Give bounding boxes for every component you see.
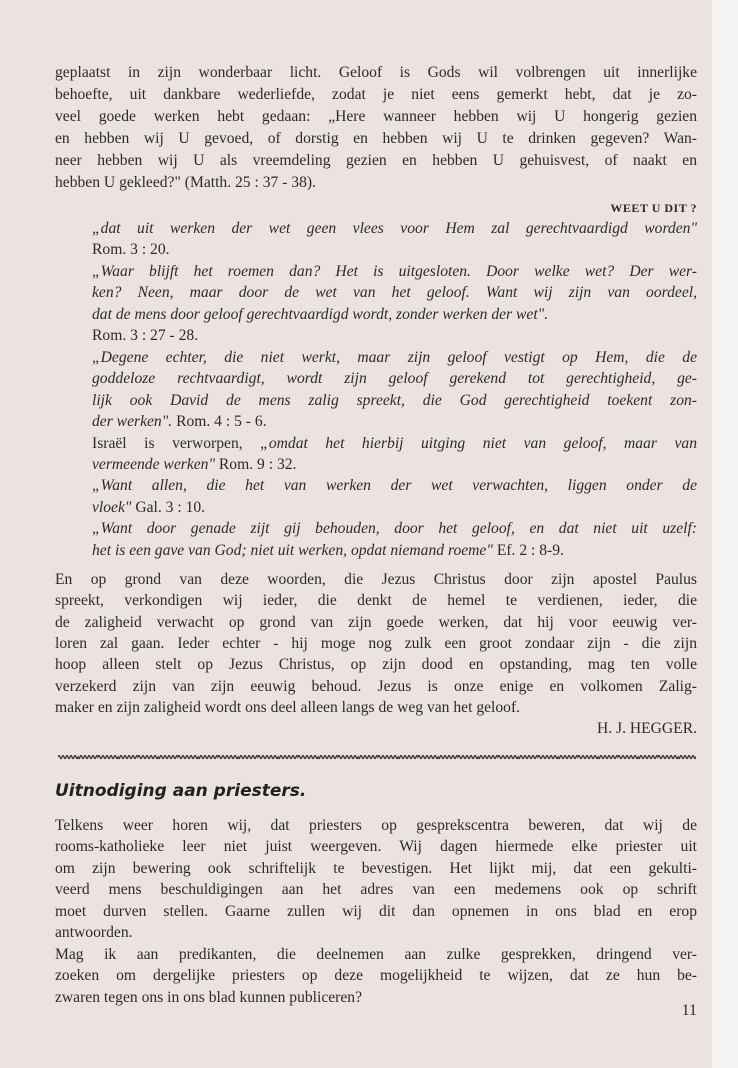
quote-text: ken? Neen, maar door de wet van het geloof. Want wij zijn van oordeel, <box>92 284 697 302</box>
text-line: loren zal gaan. Ieder echter - hij moge nog zulk een groot zondaar zijn - die zijn <box>55 634 697 652</box>
text-line <box>92 519 697 539</box>
article-title: Uitnodiging aan priesters. <box>55 781 307 801</box>
quote-text: het is een gave van God; niet uit werken, opdat niemand roeme" <box>92 541 497 559</box>
quote-text: „omdat het hierbij uitging niet van geloof, maar van <box>260 434 697 452</box>
text-line: veel goede werken hebt gedaan: „Here wanneer hebben wij U hongerig gezien <box>55 108 697 125</box>
text-line <box>92 498 697 518</box>
text-line: geplaatst in zijn wonderbaar licht. Geloof is Gods wil volbrengen uit innerlijke <box>55 64 697 81</box>
quote-text: dat de mens door geloof gerechtvaardigd wordt, zonder werken der wet". <box>92 305 549 323</box>
reference-text: Rom. 9 : 32. <box>218 455 297 473</box>
page-edge <box>712 0 738 1068</box>
reference-text: Israël is verworpen, <box>92 434 261 452</box>
text-line: behoefte, uit dankbare wederliefde, zodat je niet eens gemerkt hebt, dat je zo- <box>55 86 697 103</box>
text-line: maker en zijn zaligheid wordt ons deel alleen langs de weg van het geloof. <box>55 698 521 716</box>
text-line: verzekerd zijn van zijn eeuwig behoud. Jezus is onze enige en volkomen Zalig- <box>55 677 697 695</box>
text-line <box>92 240 697 260</box>
text-line: moet durven stellen. Gaarne zullen wij dit dan opnemen in ons blad en erop <box>55 902 697 920</box>
text-line <box>92 262 697 282</box>
text-line <box>92 348 697 368</box>
reference-text: Rom. 3 : 20. <box>92 241 170 259</box>
text-line: hebben U gekleed?" (Matth. 25 : 37 - 38). <box>55 174 316 191</box>
text-line <box>92 305 697 325</box>
text-line <box>92 476 697 496</box>
text-line: veerd mens beschuldigingen aan het adres van een medemens ook op schrift <box>55 881 697 899</box>
text-line: rooms-katholieke leer niet juist weergeven. Wij dagen hiermede elke priester uit <box>55 838 697 856</box>
quote-text: goddeloze rechtvaardigt, wordt zijn geloof gerekend tot gerechtigheid, ge- <box>92 370 697 388</box>
text-line <box>92 283 697 303</box>
quote-text: „Want allen, die het van werken der wet verwachten, liggen onder de <box>92 477 697 495</box>
quote-text: „dat uit werken der wet geen vlees voor Hem zal gerechtvaardigd worden" <box>92 220 697 237</box>
text-line: en hebben wij U gevoed, of dorstig en hebben wij U te drinken gegeven? Wan- <box>55 130 697 147</box>
author-signature: H. J. HEGGER. <box>596 720 697 737</box>
reference-text: Ef. 2 : 8-9. <box>496 541 564 559</box>
text-line: neer hebben wij U als vreemdeling gezien en hebben U gehuisvest, of naakt en <box>55 152 697 169</box>
quote-text: „Want door genade zijt gij behouden, door het geloof, en dat niet uit uzelf: <box>92 520 697 538</box>
quote-text: vermeende werken" <box>92 455 219 473</box>
text-line: om zijn bewering ook schriftelijk te bevestigen. Het lijkt mij, dat een gekulti- <box>55 859 697 877</box>
quote-text: „Waar blijft het roemen dan? Het is uitgesloten. Door welke wet? Der wer- <box>92 262 697 280</box>
text-line: zwaren tegen ons in ons blad kunnen publiceren? <box>55 988 363 1006</box>
text-line: Telkens weer horen wij, dat priesters op gesprekscentra beweren, dat wij de <box>55 817 697 834</box>
quote-text: der werken". <box>92 413 177 431</box>
text-line: En op grond van deze woorden, die Jezus Christus door zijn apostel Paulus <box>55 571 697 588</box>
wavy-divider <box>58 750 696 764</box>
text-line <box>92 455 697 475</box>
text-line <box>92 219 697 239</box>
reference-text: Rom. 4 : 5 - 6. <box>176 413 267 431</box>
text-line <box>92 369 697 389</box>
reference-text: Rom. 3 : 27 - 28. <box>92 327 199 345</box>
text-line: hoop alleen stelt op Jezus Christus, op zijn dood en opstanding, mag ten volle <box>55 656 697 674</box>
text-line <box>92 541 697 561</box>
section-heading-weet-u-dit: WEET U DIT ? <box>610 201 697 215</box>
text-line <box>92 391 697 411</box>
text-line: zoeken om dergelijke priesters op deze mogelijkheid te wijzen, dat ze hun be- <box>55 967 697 985</box>
text-line: Mag ik aan predikanten, die deelnemen aan zulke gesprekken, dringend ver- <box>55 946 697 963</box>
reference-text: Gal. 3 : 10. <box>135 498 206 516</box>
quote-text: lijk ook David de mens zalig spreekt, die God gerechtigheid toekent zon- <box>92 391 697 409</box>
quote-text: vloek" <box>92 498 136 516</box>
text-line: spreekt, verkondigen wij ieder, die denkt de hemel te verdienen, ieder, die <box>55 592 697 610</box>
quote-text: „Degene echter, die niet werkt, maar zijn geloof vestigt op Hem, die de <box>92 348 697 366</box>
page-number: 11 <box>681 1002 697 1019</box>
text-line <box>92 434 697 454</box>
text-line: de zaligheid verwacht op grond van zijn goede werken, dat hij voor eeuwig ver- <box>55 613 697 631</box>
text-line <box>92 412 697 432</box>
text-line: antwoorden. <box>55 924 133 941</box>
text-line <box>92 326 697 346</box>
